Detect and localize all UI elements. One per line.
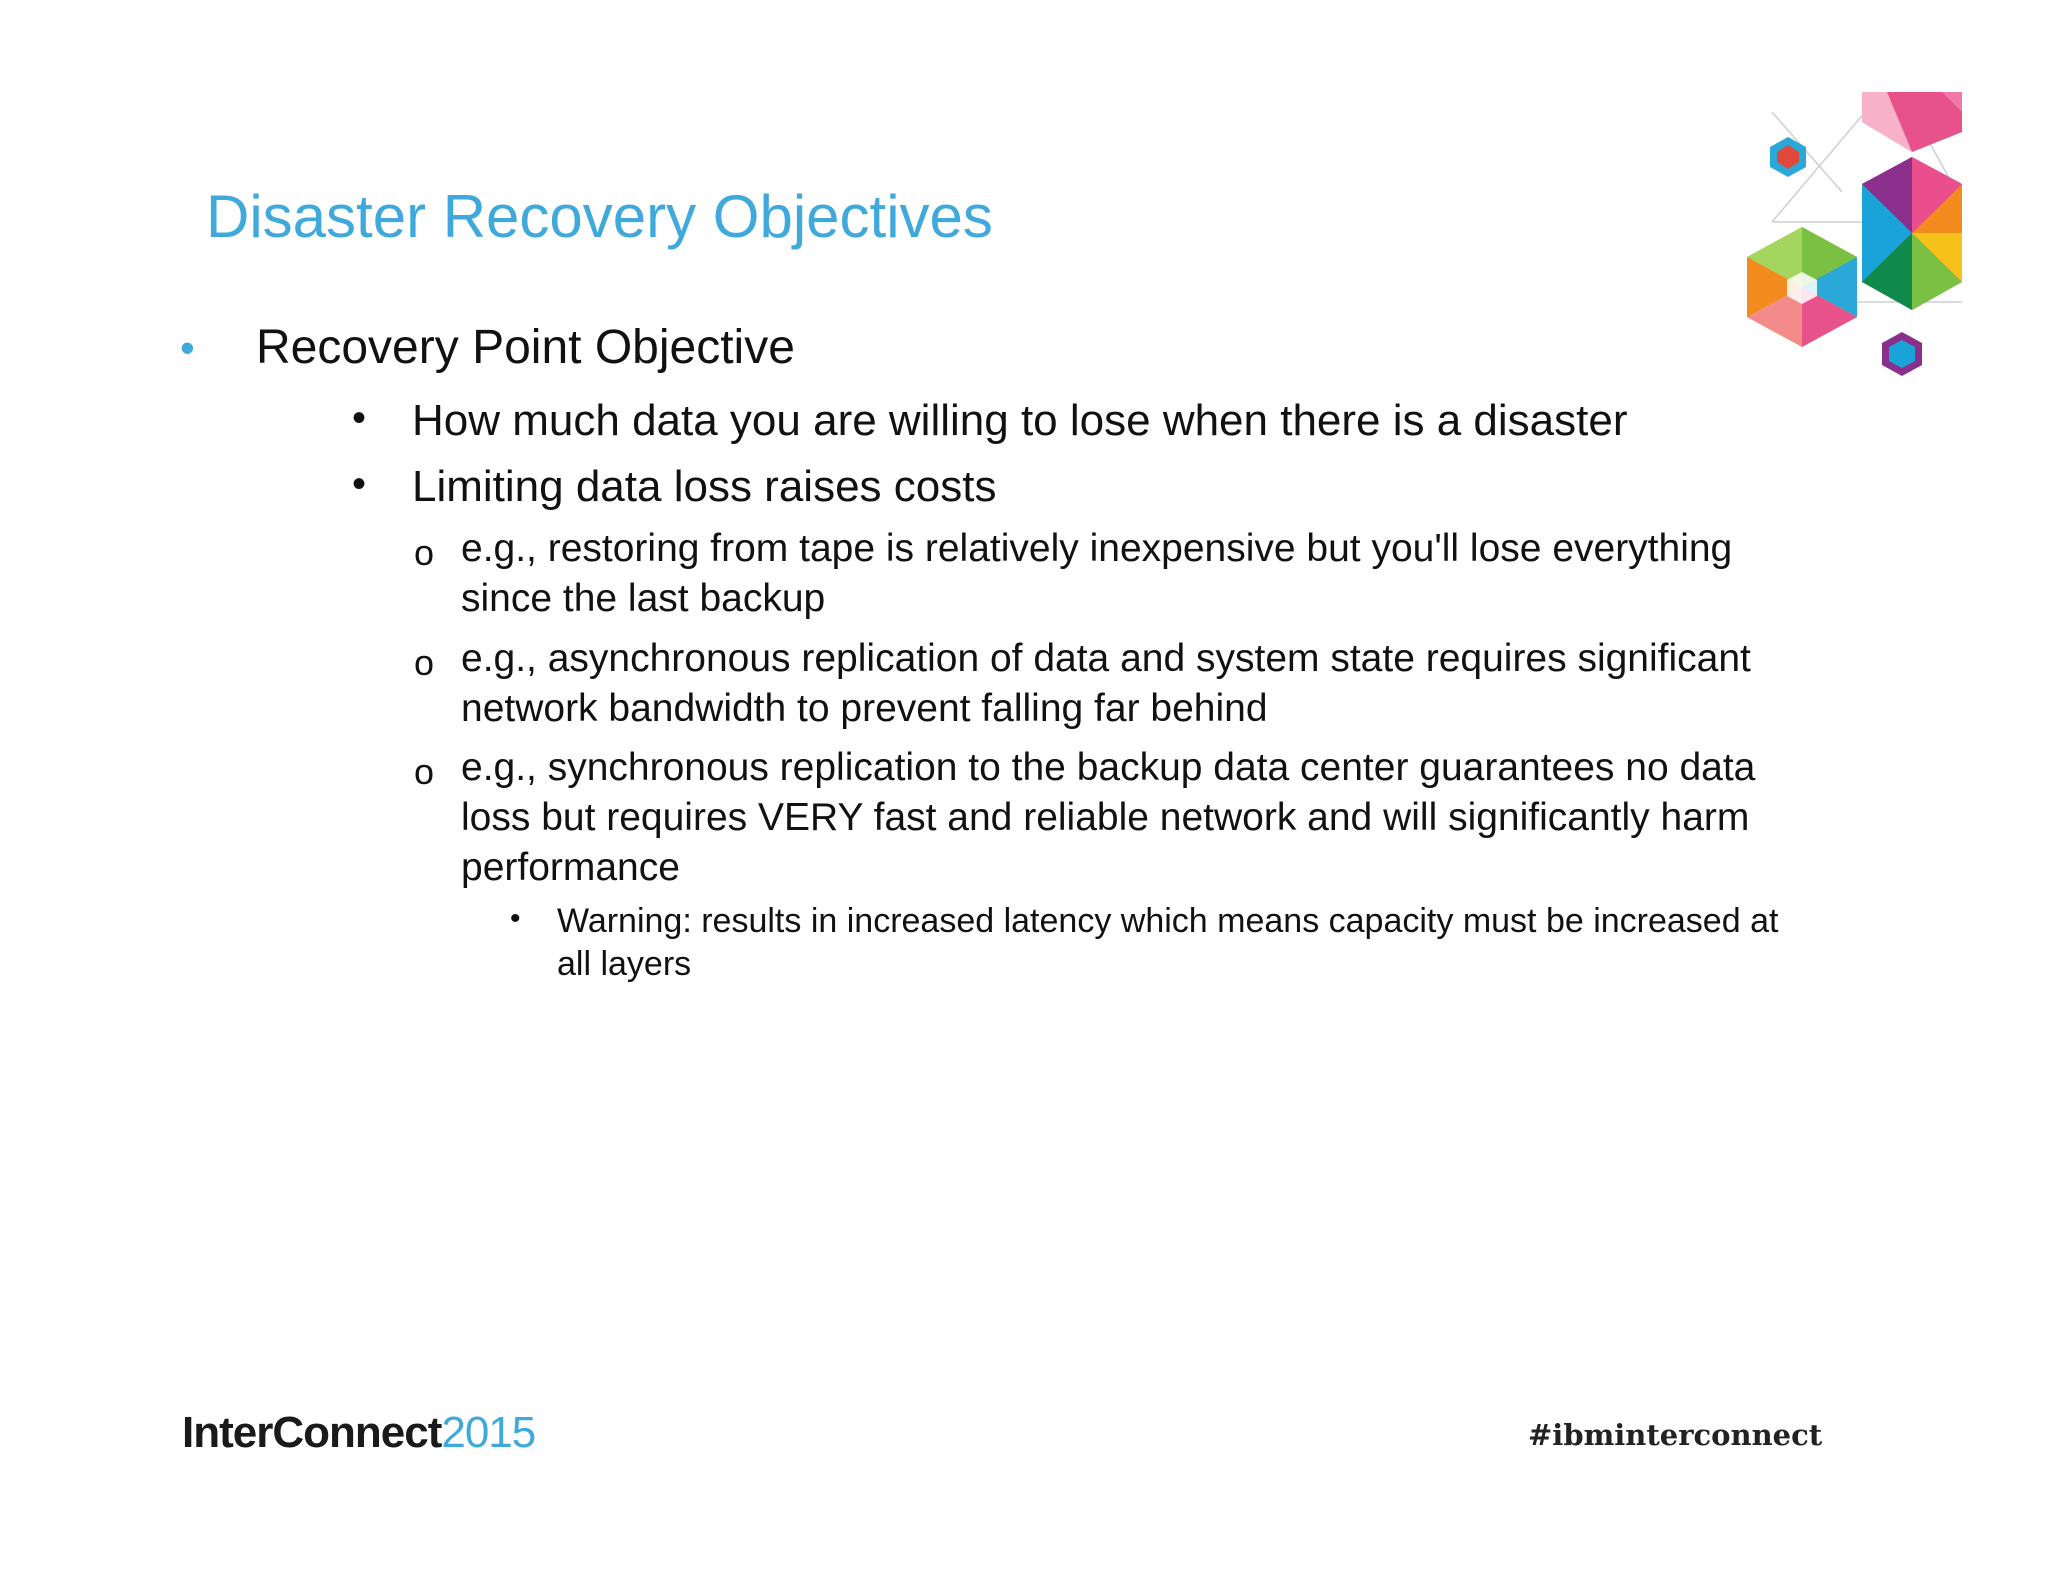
- slide-title: Disaster Recovery Objectives: [206, 183, 993, 250]
- sub-sub-bullet-line: Warning: results in increased latency which means capacity must be increased at: [557, 902, 1779, 940]
- sub-bullet-line: e.g., synchronous replication to the backup data center guarantees no data: [461, 746, 1756, 789]
- interconnect-brand-logo: [182, 1408, 535, 1458]
- sub-bullet-line: network bandwidth to prevent falling far behind: [461, 687, 1268, 730]
- footer-hashtag: #ibminterconnect: [1528, 1418, 1823, 1452]
- sub-bullet-line: loss but requires VERY fast and reliable network and will significantly harm: [461, 796, 1750, 839]
- sub-bullet-line: e.g., restoring from tape is relatively inexpensive but you'll lose everything: [461, 527, 1733, 570]
- sub-bullet-line: performance: [461, 846, 680, 889]
- bullet-marker: •: [352, 396, 367, 440]
- brand-year: 2015: [441, 1408, 536, 1457]
- hexagon-cluster-logo-icon: [1712, 92, 1962, 382]
- bullet-marker: o: [414, 751, 435, 792]
- bullet-marker: o: [414, 532, 435, 573]
- sub-bullet-line: since the last backup: [461, 577, 826, 620]
- sub-bullet-line: e.g., asynchronous replication of data and system state requires significant: [461, 637, 1751, 680]
- bullet-marker: •: [180, 324, 195, 371]
- bullet-text: How much data you are willing to lose when there is a disaster: [412, 396, 1628, 445]
- bullet-text: Limiting data loss raises costs: [412, 462, 997, 511]
- bullet-text: Recovery Point Objective: [256, 321, 795, 374]
- sub-sub-bullet-line: all layers: [557, 945, 692, 983]
- bullet-marker: •: [352, 462, 367, 506]
- bullet-marker: o: [414, 642, 435, 683]
- bullet-marker: •: [510, 902, 521, 935]
- brand-name: InterConnect: [182, 1408, 442, 1457]
